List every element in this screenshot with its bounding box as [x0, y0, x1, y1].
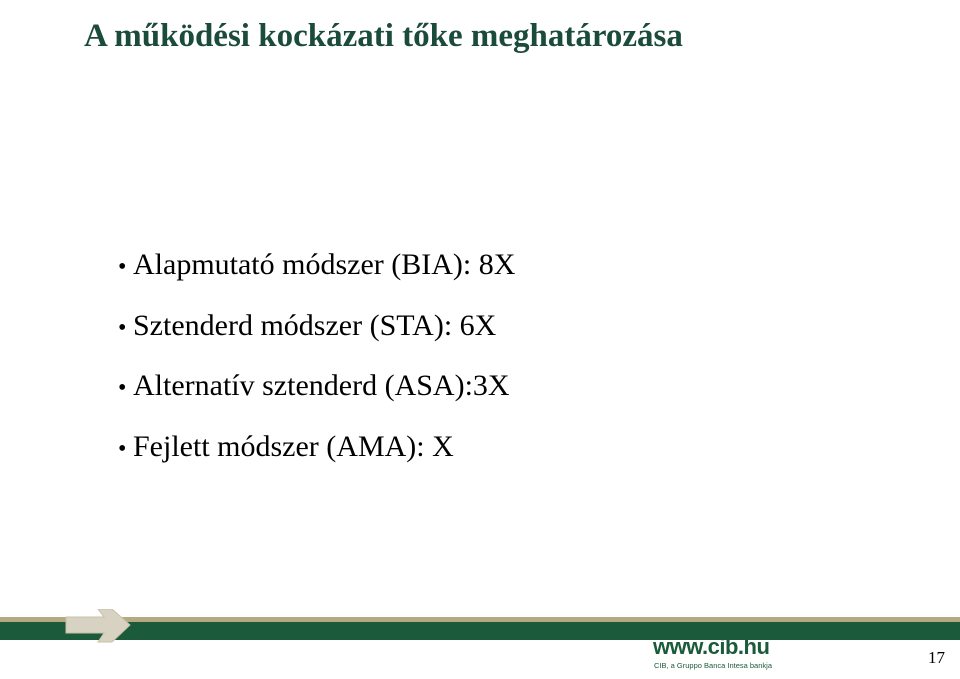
logo-tagline: CIB, a Gruppo Banca Intesa bankja [654, 661, 772, 670]
footer-tan-stripe [0, 617, 960, 622]
bullet-list [118, 236, 515, 478]
cib-logo [653, 634, 793, 674]
bullet-item [118, 236, 515, 297]
bullet-item [118, 297, 515, 358]
page-number: 17 [928, 648, 945, 667]
bullet-text: Alapmutató módszer (BIA): 8X [133, 248, 516, 281]
footer-bar [0, 609, 960, 649]
bullet-icon: • [118, 254, 127, 280]
bullet-icon: • [118, 375, 127, 401]
logo-text: www.cib.hu [653, 634, 770, 659]
bullet-text: Sztenderd módszer (STA): 6X [133, 308, 497, 342]
bullet-item [118, 418, 515, 479]
slide-title: A működési kockázati tőke meghatározása [84, 18, 683, 54]
bullet-icon: • [118, 435, 127, 462]
bullet-text: Fejlett módszer (AMA): X [133, 429, 454, 463]
bullet-icon: • [118, 314, 127, 341]
bullet-item [118, 357, 515, 418]
footer-green-stripe [0, 622, 960, 640]
bullet-text: Alternatív sztenderd (ASA):3X [133, 369, 510, 402]
